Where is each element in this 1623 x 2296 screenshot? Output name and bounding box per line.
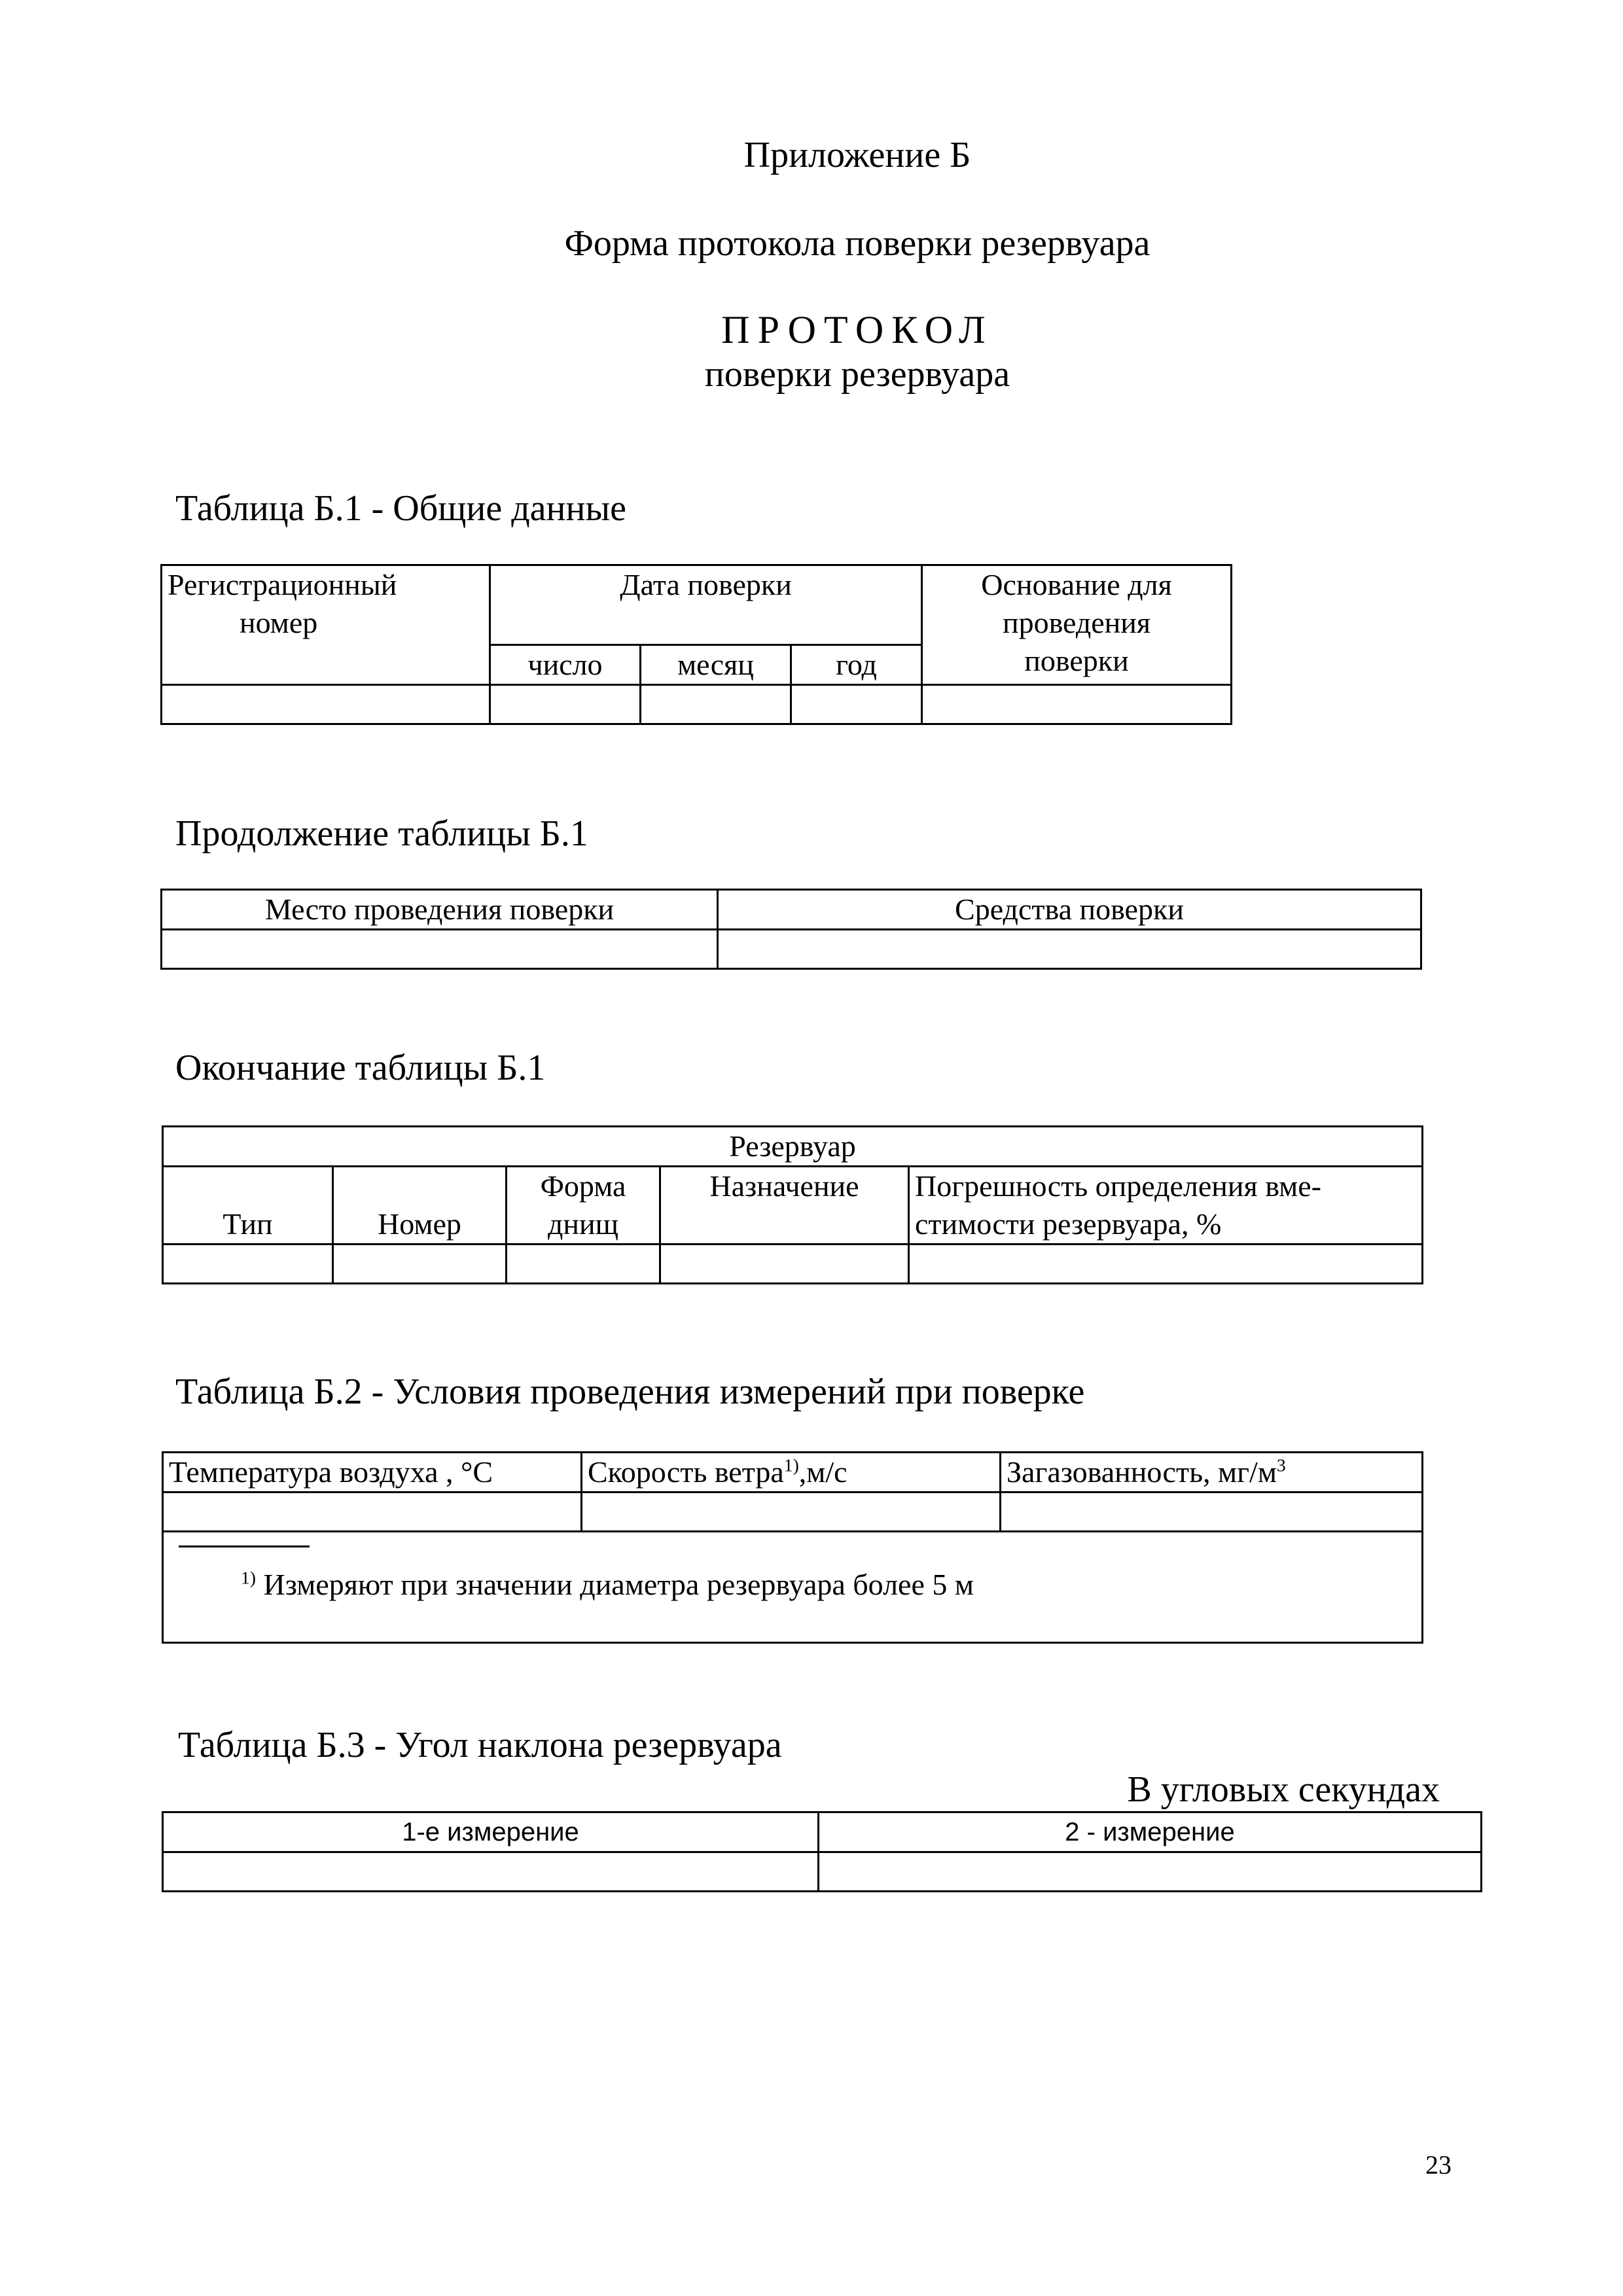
- bottom-form-line2: днищ: [547, 1207, 619, 1241]
- reg-number-line2: номер: [240, 606, 318, 639]
- header-cell-reg-number: [162, 565, 490, 685]
- footnote-body: Измеряют при значении диаметра резервуара более 5 м: [256, 1568, 974, 1601]
- table-cell[interactable]: [162, 930, 718, 969]
- wind-footnote-mark: 1): [783, 1455, 799, 1475]
- header-cell-gas-content: [1001, 1453, 1423, 1492]
- table-b1-caption: Таблица Б.1 - Общие данные: [175, 488, 626, 529]
- wind-speed-label: Скорость ветра: [588, 1455, 784, 1489]
- table-b1-end-caption: Окончание таблицы Б.1: [175, 1048, 546, 1088]
- table-cell[interactable]: [162, 685, 490, 724]
- header-cell-second-measurement: 2 - измерение: [819, 1812, 1482, 1852]
- table-cell[interactable]: [660, 1245, 909, 1284]
- table-b1-cont-caption: Продолжение таблицы Б.1: [175, 813, 588, 854]
- appendix-title: Приложение Б: [743, 135, 971, 175]
- table-cell[interactable]: [791, 685, 922, 724]
- gas-content-label: Загазованность, мг/м: [1007, 1455, 1277, 1489]
- header-cell-number: Номер: [333, 1167, 507, 1245]
- reg-number-line1: Регистрационный: [168, 568, 397, 601]
- table-cell[interactable]: [333, 1245, 507, 1284]
- header-cell-month: месяц: [641, 645, 791, 685]
- error-line2: стимости резервуара, %: [915, 1207, 1222, 1241]
- header-cell-air-temp: Температура воздуха , °С: [163, 1453, 582, 1492]
- bottom-form-line1: Форма: [540, 1169, 626, 1203]
- table-b3-caption: Таблица Б.3 - Угол наклона резервуара: [178, 1725, 782, 1765]
- header-cell-wind-speed: [582, 1453, 1001, 1492]
- header-cell-basis: [922, 565, 1232, 685]
- header-cell-reservoir: Резервуар: [163, 1127, 1423, 1167]
- table-row: [162, 930, 1421, 969]
- header-cell-means: Средства поверки: [718, 890, 1421, 930]
- table-row: [162, 685, 1232, 724]
- table-b3-units: В угловых секундах: [1127, 1769, 1440, 1810]
- table-b1: [160, 564, 1232, 725]
- table-cell[interactable]: [507, 1245, 660, 1284]
- header-cell-year: год: [791, 645, 922, 685]
- table-cell[interactable]: [163, 1245, 333, 1284]
- table-cell[interactable]: [909, 1245, 1423, 1284]
- table-cell[interactable]: [163, 1492, 582, 1532]
- header-cell-place: Место проведения поверки: [162, 890, 718, 930]
- table-row: [163, 1245, 1423, 1284]
- protocol-subtitle: поверки резервуара: [704, 354, 1010, 395]
- table-b1-continuation: [160, 889, 1422, 970]
- table-cell[interactable]: [490, 685, 641, 724]
- footnote-mark: 1): [241, 1567, 256, 1588]
- table-cell[interactable]: [819, 1852, 1482, 1892]
- table-cell[interactable]: [163, 1852, 819, 1892]
- table-row: [163, 1492, 1423, 1532]
- basis-line1: Основание для: [981, 568, 1172, 601]
- table-b2: [162, 1451, 1423, 1644]
- header-cell-type: Тип: [163, 1167, 333, 1245]
- footnote-cell: [163, 1532, 1423, 1643]
- header-cell-first-measurement: 1-е измерение: [163, 1812, 819, 1852]
- basis-line2: проведения: [1002, 606, 1151, 639]
- header-cell-day: число: [490, 645, 641, 685]
- form-title: Форма протокола поверки резервуара: [564, 223, 1150, 264]
- gas-unit-exponent: 3: [1276, 1455, 1286, 1475]
- basis-line3: поверки: [1024, 644, 1129, 677]
- table-row: [163, 1852, 1482, 1892]
- table-cell[interactable]: [582, 1492, 1001, 1532]
- table-b1-end: [162, 1125, 1423, 1284]
- table-b2-caption: Таблица Б.2 - Условия проведения измерений при поверке: [175, 1371, 1085, 1412]
- error-line1: Погрешность определения вме-: [915, 1169, 1321, 1203]
- footnote-divider: [179, 1545, 310, 1547]
- table-cell[interactable]: [1001, 1492, 1423, 1532]
- header-cell-error: [909, 1167, 1423, 1245]
- table-cell[interactable]: [641, 685, 791, 724]
- table-cell[interactable]: [718, 930, 1421, 969]
- table-cell[interactable]: [922, 685, 1232, 724]
- page-number: 23: [1425, 2150, 1452, 2180]
- wind-unit: ,м/с: [798, 1455, 847, 1489]
- header-cell-purpose: Назначение: [660, 1167, 909, 1245]
- footnote-text: [241, 1566, 1416, 1604]
- header-cell-bottom-form: [507, 1167, 660, 1245]
- protocol-title: ПРОТОКОЛ: [721, 308, 993, 351]
- header-cell-verification-date: Дата поверки: [490, 565, 922, 645]
- table-b3: [162, 1811, 1482, 1892]
